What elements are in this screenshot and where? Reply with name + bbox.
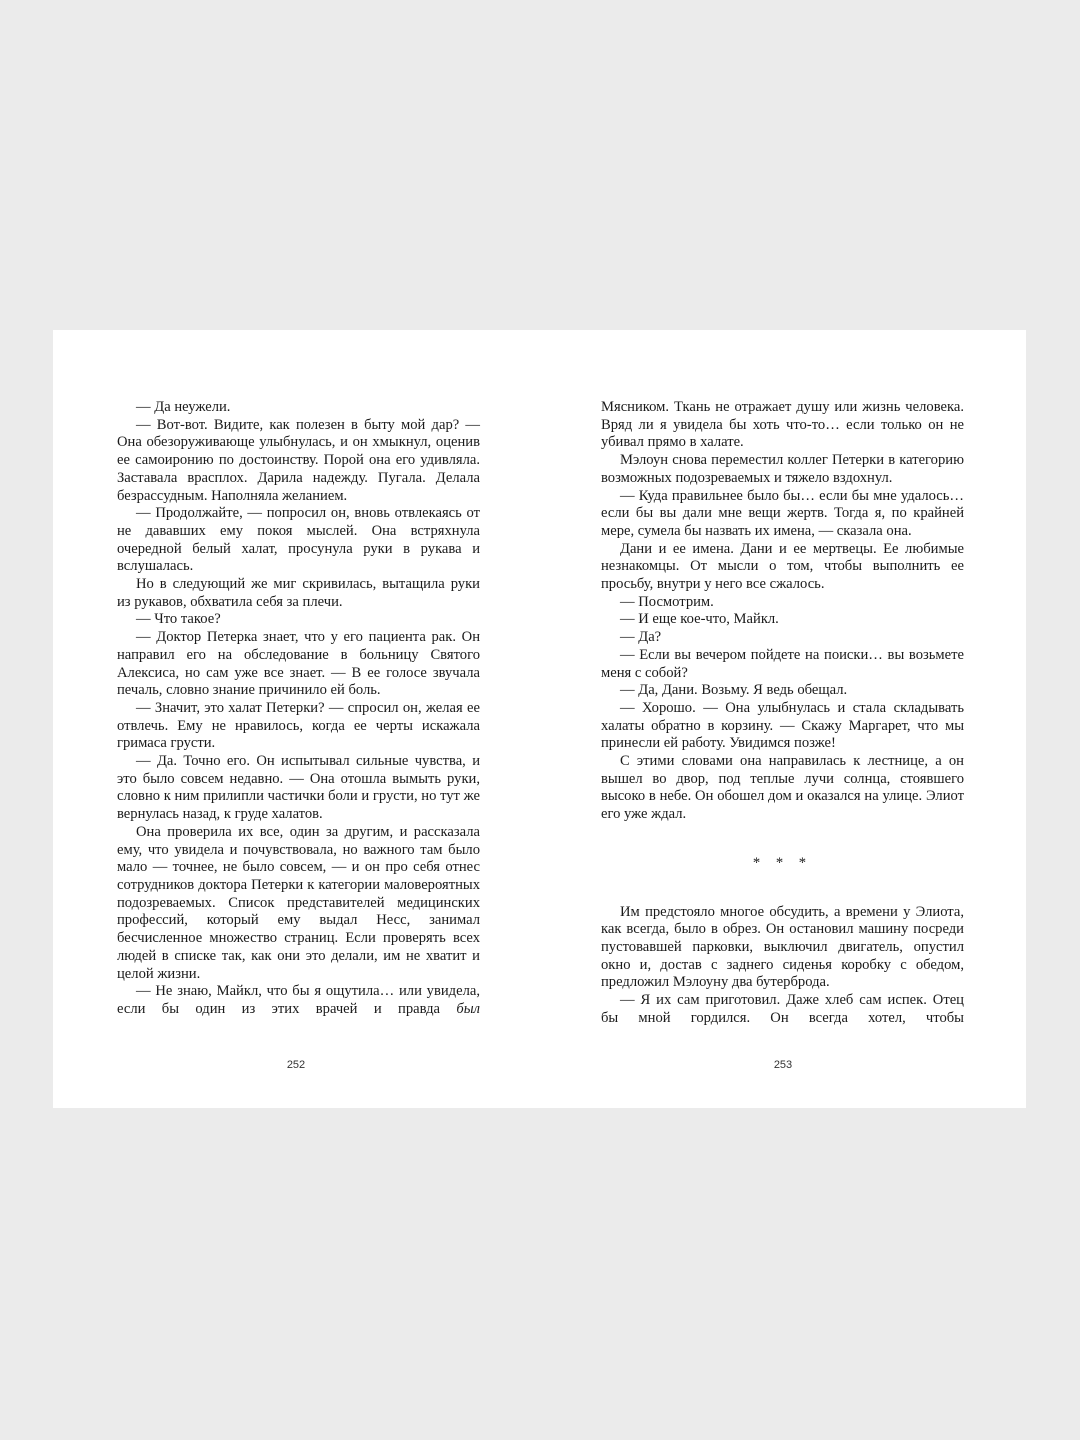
paragraph: — И еще кое-что, Майкл. [620,611,779,628]
book-spread [53,330,1026,1108]
section-separator: * * * [752,854,813,871]
paragraph: — Если вы вечером пойдете на поиски… вы возьмете меня с собой? [601,646,964,681]
paragraph-continuation: Мясником. Ткань не отражает душу или жизнь человека. Вряд ли я увидела бы хоть что-то… если только он не убивал прямо в халате. [601,399,964,451]
paragraph: С этими словами она направилась к лестнице, а он вышел во двор, под теплые лучи солнца, стоявшего высоко в небе. Он обошел дом и оказался на улице. Элиот его уже ждал. [601,753,964,823]
paragraph: — Продолжайте, — попросил он, вновь отвлекаясь от не дававших ему покоя мыслей. Она встряхнула очередной белый халат, просунула руки в рукава и вслушалась. [117,505,480,575]
paragraph: — Да, Дани. Возьму. Я ведь обещал. [620,682,848,699]
paragraph: Мэлоун снова переместил коллег Петерки в категорию возможных подозреваемых и тяжело вздохнул. [601,452,964,486]
paragraph-last-text: — Не знаю, Майкл, что бы я ощутила… или увидела, если бы один из этих врачей и правда [117,983,480,1017]
page-number-left: 252 [286,1059,306,1071]
paragraph: Им предстояло многое обсудить, а времени у Элиота, как всегда, было в обрез. Он остановил машину посреди пустовавшей парковки, выключил двигатель, опустил окно и, достав с заднего сиденья коробку с обедом, предложил Мэлоуну два бутерброда. [601,903,964,991]
paragraph: Дани и ее имена. Дани и ее мертвецы. Ее любимые незнакомцы. От мысли о том, чтобы выполнить ее просьбу, внутри у него все сжалось. [601,540,964,593]
paragraph-last: — Я их сам приготовил. Даже хлеб сам испек. Отец бы мной гордился. Он всегда хотел, чтобы [601,992,964,1026]
italic-word: был [456,1000,480,1017]
right-page-text [601,399,964,1028]
left-page-text [117,399,480,1019]
paragraph: — Доктор Петерка знает, что у его пациента рак. Он направил его на обследование в больницу Святого Алексиса, но сам уже все знает. — В ее голосе звучала печаль, словно знание причинило ей боль. [117,629,480,699]
paragraph: — Да? [620,629,662,646]
paragraph: — Посмотрим. [620,593,714,610]
paragraph: — Значит, это халат Петерки? — спросил он, желая ее отвлечь. Ему не нравилось, когда ее черты искажала гримаса грусти. [117,699,480,752]
page-number-right: 253 [773,1059,793,1071]
paragraph: Но в следующий же миг скривилась, вытащила руки из рукавов, обхватила себя за плечи. [117,576,480,610]
paragraph: — Куда правильнее было бы… если бы мне удалось… если бы вы дали мне вещи жертв. Тогда я, по крайней мере, сумела бы назвать их имена, — сказала она. [601,487,964,539]
paragraph: Она проверила их все, один за другим, и рассказала ему, что увидела и почувствовала, но важного там было мало — точнее, не было совсем, — и он про себя отнес сотрудников доктора Петерки к категории маловероятных подозреваемых. Список представителей медицинских профессий, который ему выдал Несс, занимал бесчисленное множество страниц. Если проверять всех людей в списке так, как они это делали, им не хватит и целой жизни. [117,823,480,982]
paragraph: — Хорошо. — Она улыбнулась и стала складывать халаты обратно в корзину. — Скажу Маргарет, что мы принесли ей работу. Увидимся позже! [601,699,964,752]
paragraph: — Да неужели. [136,399,231,415]
paragraph: — Вот-вот. Видите, как полезен в быту мой дар? — Она обезоруживающе улыбнулась, и он хмыкнул, оценив ее самоиронию по достоинству. Порой она его удивляла. Заставала врасплох. Дарила надежду. Пугала. Делала безрассудным. Наполняла желанием. [117,416,480,504]
paragraph: — Да. Точно его. Он испытывал сильные чувства, и это было совсем недавно. — Она отошла вымыть руки, словно к ним прилипли частички боли и грусти, но тут же вернулась назад, к груде халатов. [117,753,480,823]
paragraph-last [117,983,480,1018]
paragraph: — Что такое? [136,611,221,628]
